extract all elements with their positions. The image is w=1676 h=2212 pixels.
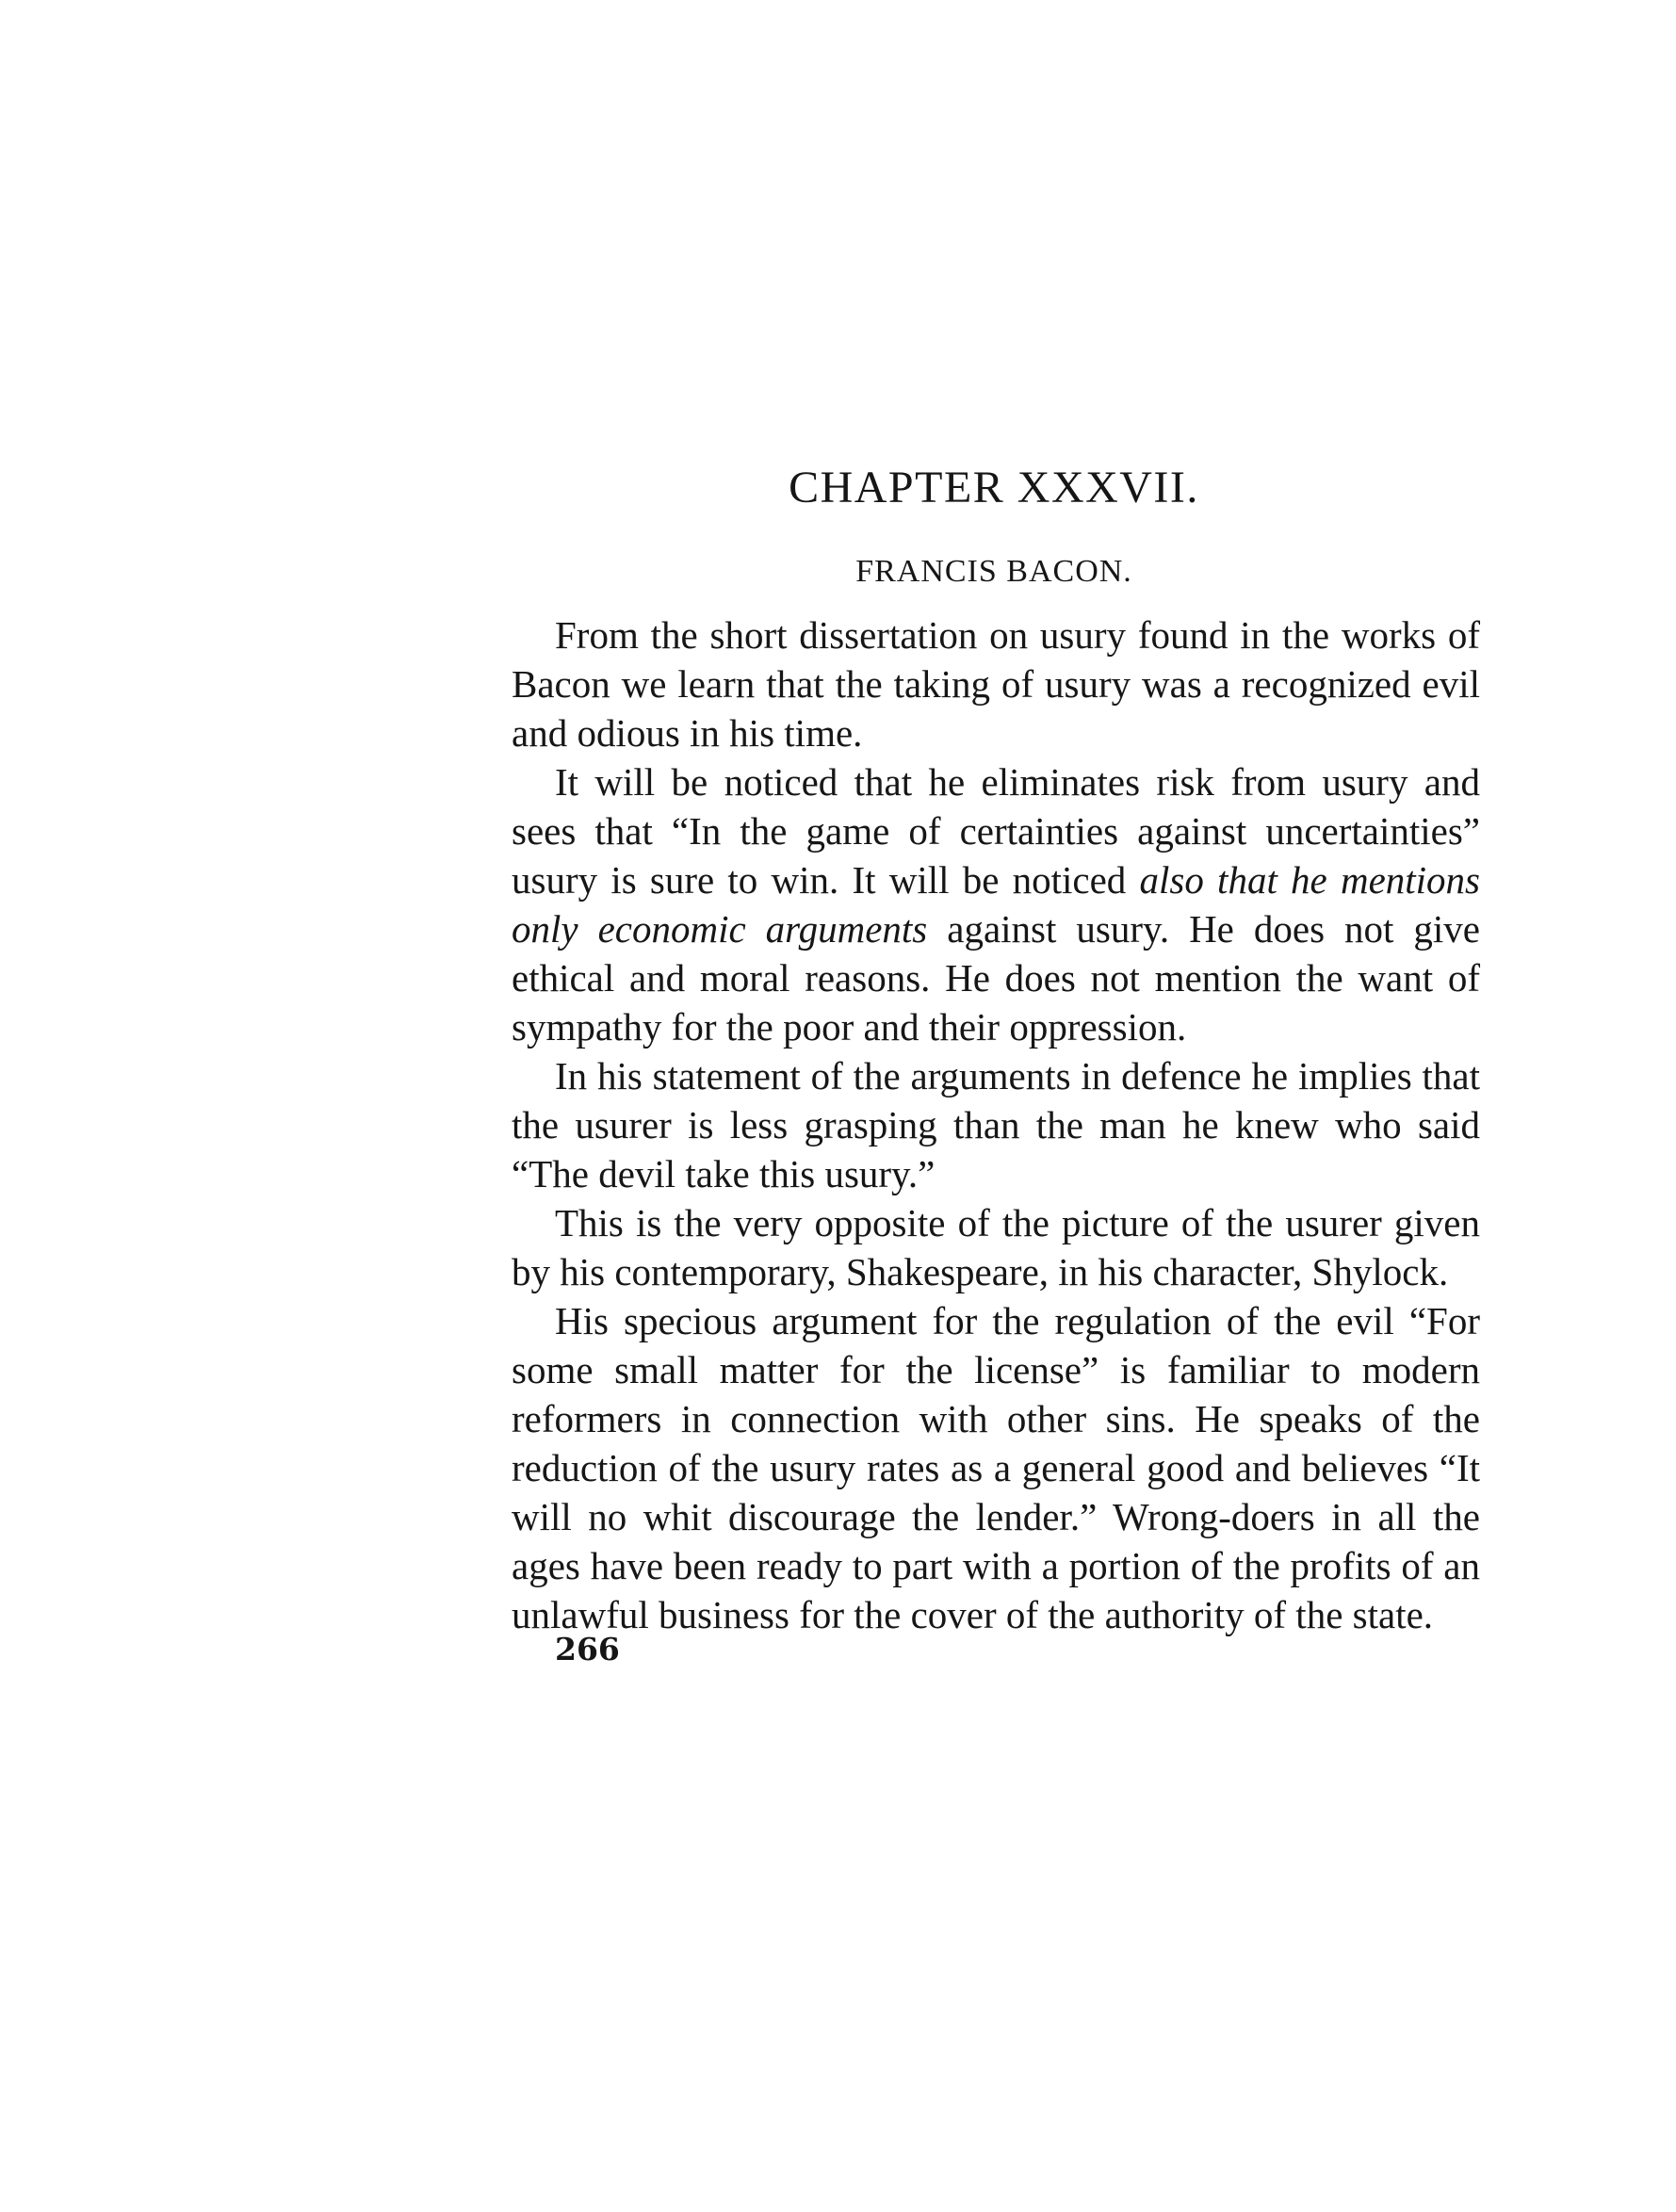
paragraph-2 [512,757,1480,1051]
chapter-subtitle: FRANCIS BACON. [855,554,1132,589]
paragraph-3: In his statement of the arguments in defence he implies that the usurer is less grasping than the man he knew who said “The devil take this usury.” [512,1054,1480,1195]
paragraph-4: This is the very opposite of the picture of the usurer given by his contemporary, Shakespeare, in his character, Shylock. [512,1201,1480,1293]
paragraph-2-italic: also that he mentions only economic arguments [512,858,1481,951]
paragraph-2-before: It will be noticed that he eliminates risk from usury and sees that “In the game of certainties against uncertainties” usury is sure to win. It will be noticed [512,760,1480,902]
paragraph-5: His specious argument for the regulation of the evil “For some small matter for the license” is familiar to modern reformers in connection with other sins. He speaks of the reduction of the usury rates as a general good and believes “It will no whit discourage the lender.” Wrong-doers in all the ages have been ready to part with a portion of the profits of an unlawful business for the cover of the authority of the state. [512,1299,1480,1636]
body-text [512,610,1480,1639]
page-number: 266 [555,1631,620,1667]
paragraph-2-after: against usury. He does not give ethical and moral reasons. He does not mention the want of sympathy for the poor and their oppression. [512,907,1480,1049]
paragraph-1: From the short dissertation on usury found in the works of Bacon we learn that the taking of usury was a recognized evil and odious in his time. [512,613,1480,755]
chapter-title: CHAPTER XXXVII. [789,463,1199,512]
